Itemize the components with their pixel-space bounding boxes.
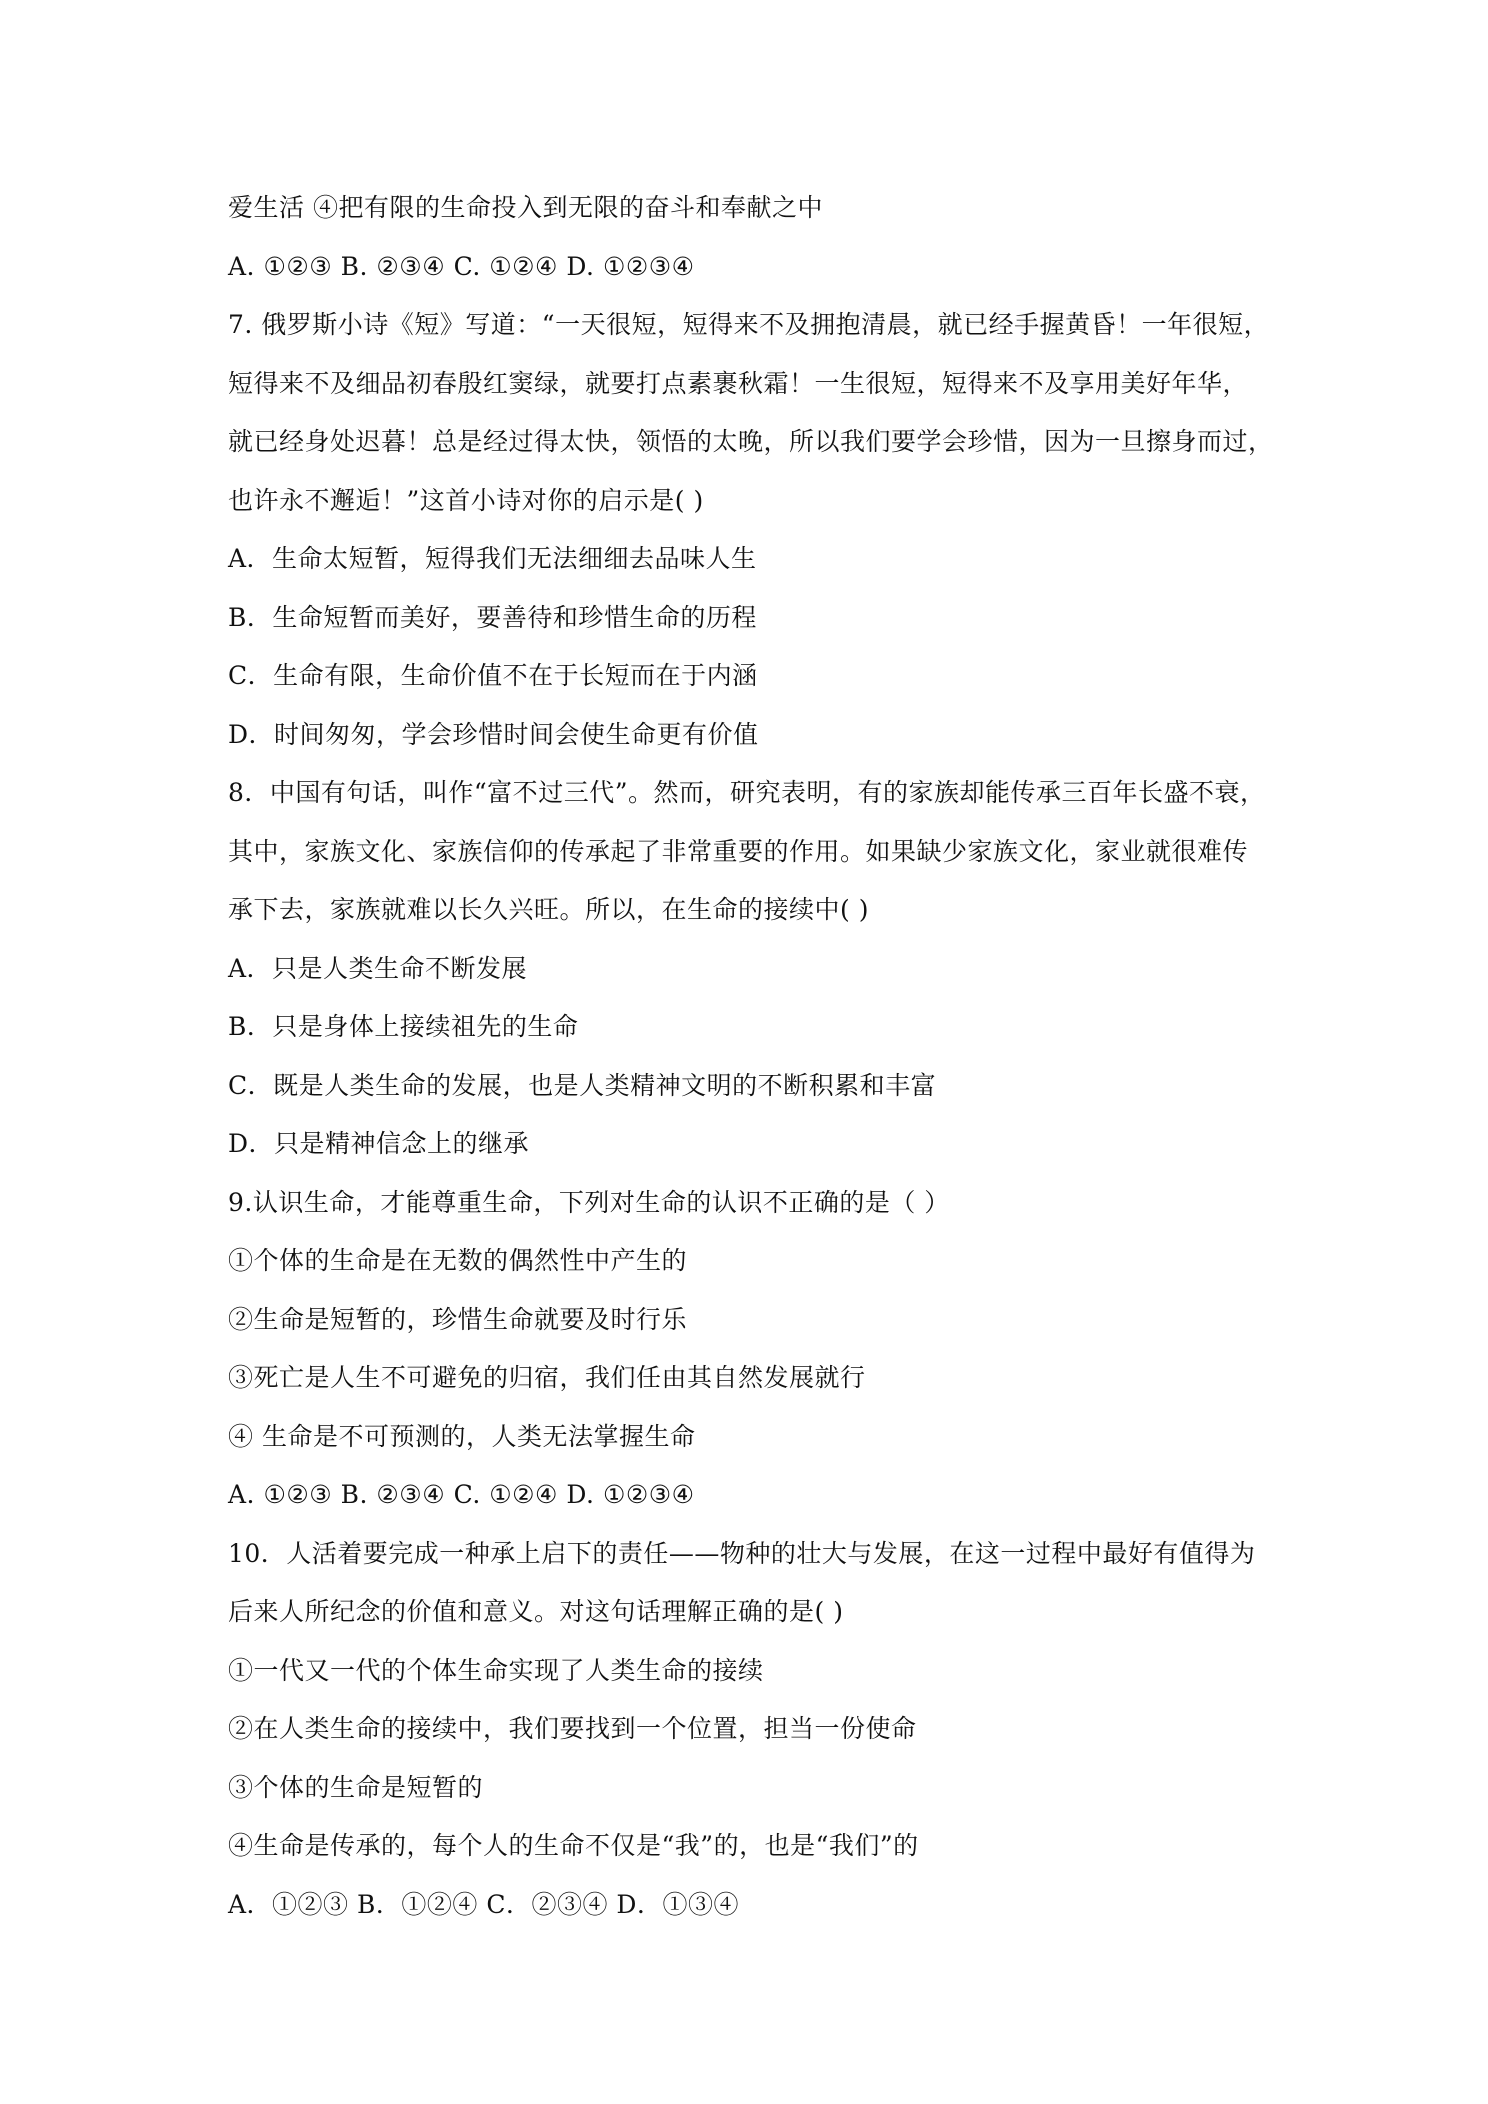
option-d: D．只是精神信念上的继承: [228, 1129, 530, 1158]
statement-2: ②在人类生命的接续中，我们要找到一个位置，担当一份使命: [228, 1714, 917, 1743]
text-line: 短得来不及细品初春殷红窦绿，就要打点素裹秋霜！一生很短，短得来不及享用美好年华，: [228, 369, 1249, 398]
text-line: 爱生活 ④把有限的生命投入到无限的奋斗和奉献之中: [228, 193, 823, 222]
statement-4: ④生命是传承的，每个人的生命不仅是“我”的，也是“我们”的: [228, 1831, 919, 1860]
option-c: C．生命有限，生命价值不在于长短而在于内涵: [228, 661, 758, 690]
option-b: B．生命短暂而美好，要善待和珍惜生命的历程: [228, 603, 757, 632]
statement-1: ①一代又一代的个体生命实现了人类生命的接续: [228, 1656, 764, 1685]
text-line: 其中，家族文化、家族信仰的传承起了非常重要的作用。如果缺少家族文化，家业就很难传: [228, 837, 1249, 866]
statement-2: ②生命是短暂的，珍惜生命就要及时行乐: [228, 1305, 688, 1334]
statement-3: ③死亡是人生不可避免的归宿，我们任由其自然发展就行: [228, 1363, 866, 1392]
text-line: 后来人所纪念的价值和意义。对这句话理解正确的是( ): [228, 1597, 844, 1626]
question-8-stem: 8．中国有句话，叫作“富不过三代”。然而，研究表明，有的家族却能传承三百年长盛不衰，: [228, 778, 1266, 807]
statement-4: ④ 生命是不可预测的，人类无法掌握生命: [228, 1422, 696, 1451]
option-c: C．既是人类生命的发展，也是人类精神文明的不断积累和丰富: [228, 1071, 937, 1100]
question-7-stem: 7. 俄罗斯小诗《短》写道：“一天很短，短得来不及拥抱清晨，就已经手握黄昏！一年很短，: [228, 310, 1270, 339]
statement-1: ①个体的生命是在无数的偶然性中产生的: [228, 1246, 688, 1275]
text-line: 也许永不邂逅！”这首小诗对你的启示是( ): [228, 486, 704, 515]
text-line: 就已经身处迟暮！总是经过得太快，领悟的太晚，所以我们要学会珍惜，因为一旦擦身而过，: [228, 427, 1274, 456]
question-9-stem: 9.认识生命，才能尊重生命，下列对生命的认识不正确的是（ ）: [228, 1188, 950, 1217]
answer-options: A．①②③ B．①②④ C．②③④ D．①③④: [228, 1890, 739, 1919]
question-10-stem: 10．人活着要完成一种承上启下的责任——物种的壮大与发展，在这一过程中最好有值得为: [228, 1539, 1256, 1568]
answer-options: A. ①②③ B. ②③④ C. ①②④ D. ①②③④: [228, 1480, 695, 1509]
text-line: 承下去，家族就难以长久兴旺。所以，在生命的接续中( ): [228, 895, 869, 924]
option-a: A．生命太短暂，短得我们无法细细去品味人生: [228, 544, 757, 573]
option-d: D．时间匆匆，学会珍惜时间会使生命更有价值: [228, 720, 759, 749]
answer-options: A. ①②③ B. ②③④ C. ①②④ D. ①②③④: [228, 252, 695, 281]
option-b: B．只是身体上接续祖先的生命: [228, 1012, 579, 1041]
option-a: A．只是人类生命不断发展: [228, 954, 528, 983]
statement-3: ③个体的生命是短暂的: [228, 1773, 484, 1802]
